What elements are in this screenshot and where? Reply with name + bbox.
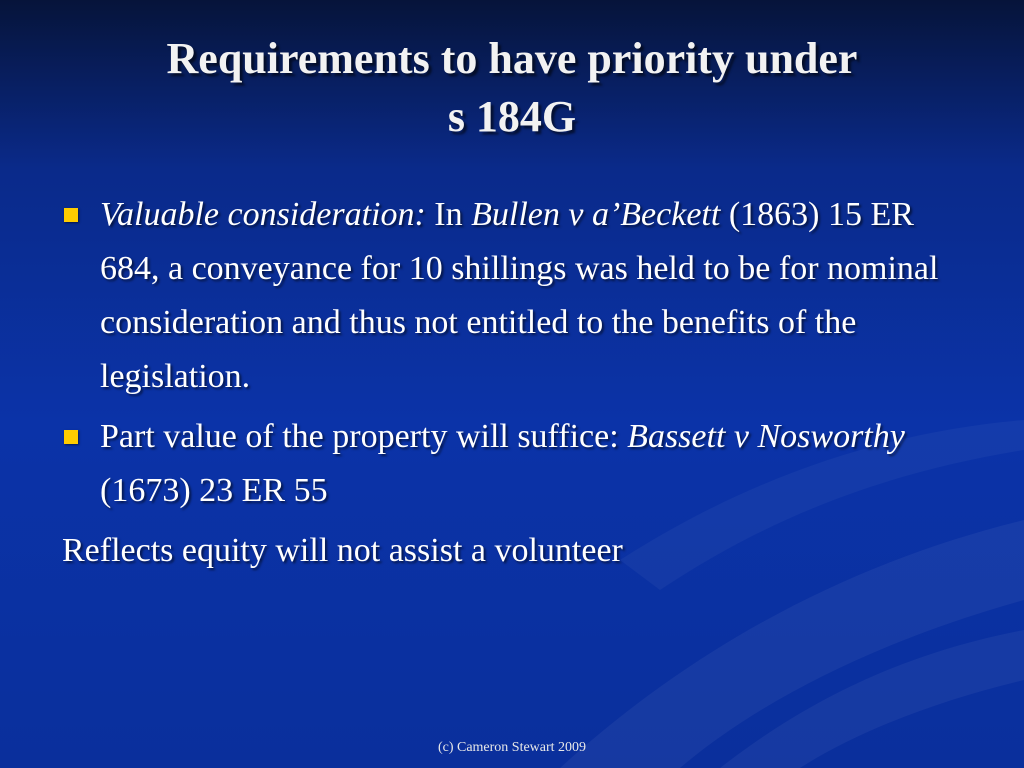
slide-title-line1: Requirements to have priority under	[166, 34, 858, 83]
bullet-item	[62, 188, 962, 404]
bullet-text: (1863) 15 ER 684, a conveyance for 10 shillings was held to be for nominal consideration and thus not entitled to the benefits of the legislation.	[100, 196, 939, 395]
square-bullet-icon	[64, 208, 78, 222]
bullet-text: In	[425, 196, 472, 233]
slide-body	[62, 188, 962, 578]
case-name: Bassett v Nosworthy	[627, 418, 905, 455]
square-bullet-icon	[64, 430, 78, 444]
slide-title-line2: s 184G	[447, 92, 577, 141]
bullet-text: Part value of the property will suffice:	[100, 418, 628, 455]
slide-footer: (c) Cameron Stewart 2009	[437, 740, 587, 755]
closing-statement: Reflects equity will not assist a volunteer	[62, 532, 623, 569]
bullet-text: (1673) 23 ER 55	[100, 472, 328, 509]
slide-title	[40, 30, 984, 146]
bullet-item	[62, 410, 962, 518]
case-name: Bullen v a’Beckett	[471, 196, 721, 233]
bullet-text-italic: Valuable consideration:	[100, 196, 426, 233]
